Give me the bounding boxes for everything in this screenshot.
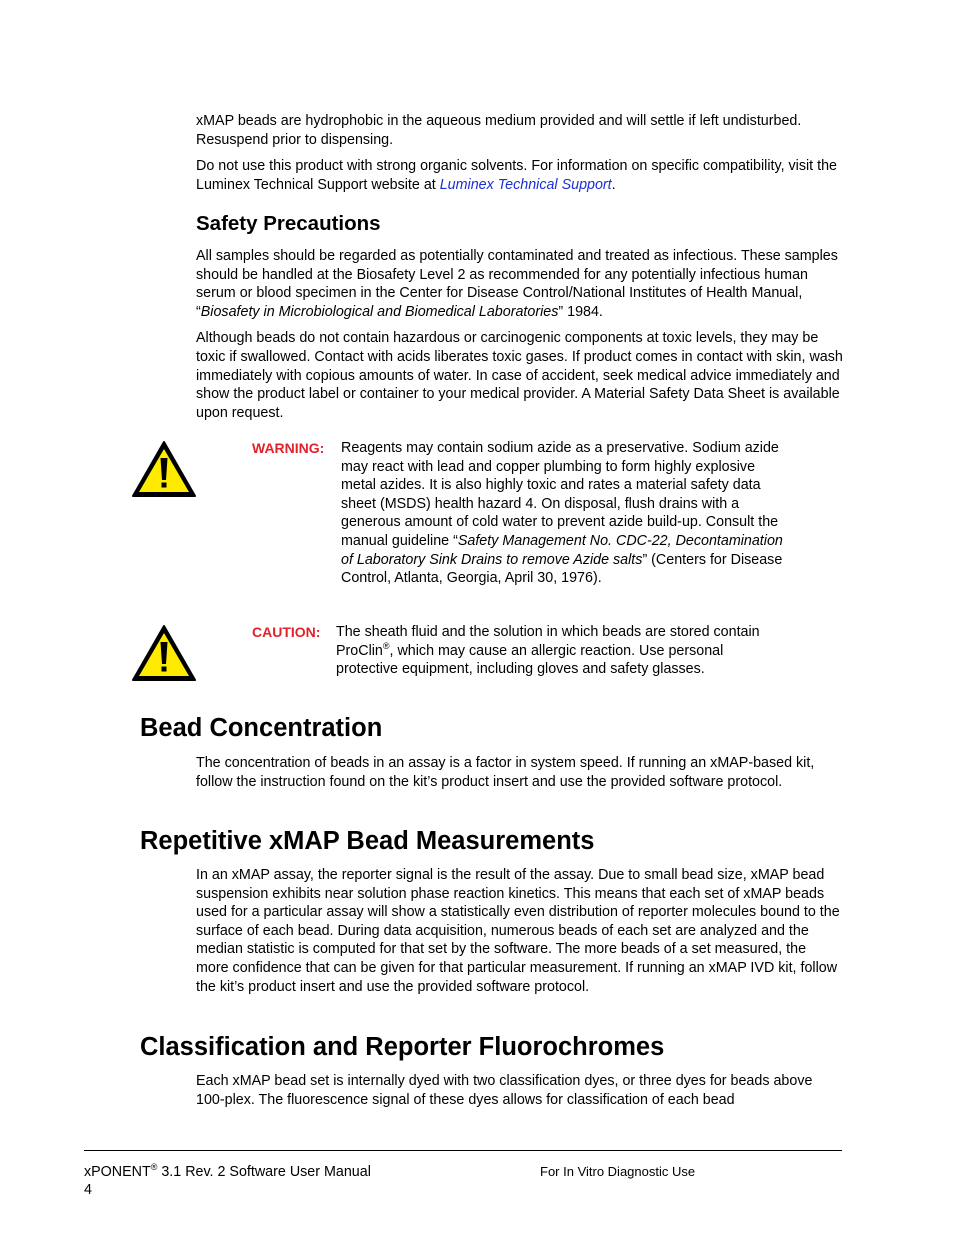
footer-title-line	[84, 1163, 371, 1181]
bead-concentration-heading: Bead Concentration	[140, 714, 383, 742]
page-number: 4	[84, 1182, 92, 1198]
caution-label: CAUTION:	[252, 624, 321, 640]
safety-paragraph-2: Although beads do not contain hazardous or carcinogenic components at toxic levels, they may be toxic if swallowed. Contact with acids liberates toxic gases. If product comes in contact with skin, wash immediately with copious amounts of water. In case of accident, seek medical advice immediately and show the product label or container to your medical provider. A Material Safety Data Sheet is available upon request.	[196, 330, 843, 421]
safety-paragraph-1-text: All samples should be regarded as potentially contaminated and treated as infectious. These samples should be handled at the Biosafety Level 2 as recommended for any potentially infectious human serum or blood specimen in the Center for Disease Control/National Institutes of Health Manual, “	[196, 248, 838, 320]
repetitive-measurements-paragraph: In an xMAP assay, the reporter signal is the result of the assay. Due to small bead size, xMAP bead suspension exhibits near solution phase reaction kinetics. This means that each set of xMAP beads used for a particular assay will show a statistically even distribution of reporter molecules bound to the surface of each bead. During data acquisition, numerous beads of each set are analyzed and the median statistic is computed for that set by the software. The more beads of a set measured, the more confidence that can be given for that particular measurement. If running an xMAP IVD kit, follow the kit’s product insert and use the provided software protocol.	[196, 867, 840, 995]
footer-rule	[84, 1150, 842, 1151]
caution-triangle-icon	[131, 624, 197, 682]
warning-triangle-icon	[131, 440, 197, 498]
registered-mark: ®	[382, 640, 390, 651]
warning-text	[341, 439, 787, 588]
footer-registered-mark: ®	[150, 1162, 158, 1173]
classification-heading: Classification and Reporter Fluorochromes	[140, 1033, 665, 1061]
bead-concentration-paragraph: The concentration of beads in an assay is a factor in system speed. If running an xMAP-based kit, follow the instruction found on the kit’s product insert and use the provided software protocol.	[196, 755, 815, 790]
repetitive-measurements-heading: Repetitive xMAP Bead Measurements	[140, 827, 595, 855]
warning-text-end: ” (Centers for Disease Control, Atlanta, Georgia, April 30, 1976).	[341, 551, 783, 587]
warning-label: WARNING:	[252, 440, 325, 456]
intro-section	[196, 112, 844, 194]
caution-text	[336, 623, 760, 679]
safety-paragraph-1	[196, 247, 844, 321]
classification-paragraph: Each xMAP bead set is internally dyed with two classification dyes, or three dyes for beads above 100-plex. The fluorescence signal of these dyes allows for classification of each bead	[196, 1073, 813, 1108]
intro-paragraph-2-end: .	[611, 176, 616, 193]
caution-text-end: , which may cause an allergic reaction. Use personal protective equipment, including gloves and safety glasses.	[336, 642, 724, 678]
footer-manual-title	[84, 1163, 371, 1199]
safety-paragraph-1-end: ” 1984.	[558, 303, 603, 320]
intro-paragraph-2	[196, 157, 844, 194]
footer-product: xPONENT	[84, 1164, 151, 1180]
footer-manual: 3.1 Rev. 2 Software User Manual	[157, 1164, 371, 1180]
biosafety-manual-title: Biosafety in Microbiological and Biomedical Laboratories	[200, 303, 559, 320]
safety-heading: Safety Precautions	[196, 212, 381, 235]
cdc-guideline-title: Safety Management No. CDC-22, Decontamination of Laboratory Sink Drains to remove Azide salts	[341, 532, 783, 568]
intro-paragraph-2-text: Do not use this product with strong organic solvents. For information on specific compatibility, visit the Luminex Technical Support website at	[196, 158, 838, 193]
safety-section	[196, 247, 844, 422]
luminex-support-link[interactable]: Luminex Technical Support	[439, 176, 612, 193]
warning-text-body: Reagents may contain sodium azide as a preservative. Sodium azide may react with lead and copper plumbing to form highly explosive metal azides. It is also highly toxic and rates a material safety data sheet (MSDS) health hazard 4. On disposal, flush drains with a generous amount of cold water to prevent azide build-up. Consult the manual guideline “	[341, 440, 779, 549]
intro-paragraph-1: xMAP beads are hydrophobic in the aqueous medium provided and will settle if left undisturbed. Resuspend prior to dispensing.	[196, 113, 802, 148]
caution-text-body: The sheath fluid and the solution in which beads are stored contain ProClin	[336, 624, 760, 659]
footer-use-statement: For In Vitro Diagnostic Use	[540, 1164, 696, 1179]
